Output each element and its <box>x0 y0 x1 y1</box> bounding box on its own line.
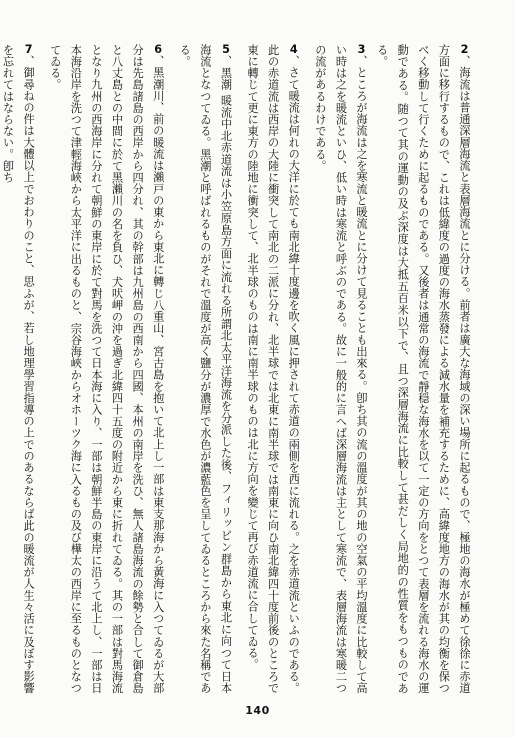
section-text: 、ところが海流は之を寒流と暖流とに分けて見ることも出來る。卽ち其の流の溫度が其の地の空氣の平均溫度に比較して高い時は之を暖流といひ、低い時は寒流と呼ぶのである。故に一般的に言へば深層海流は主として寒流で、表層海流は寒暖二つの流があるわけである。 <box>313 44 369 694</box>
section-7 <box>0 44 38 694</box>
vertical-text-body <box>1 44 474 694</box>
section-text: 、海流は普通深層海流と表層海流とに分ける。前者は廣大な海域の深い場所に起るもので、極地の海水が極めて徐徐に赤道方面に移行するもので、これは低緯度の過度の海水蒸發による減水量を補充するために、高緯度地方の海水が其の均衡を保つべく移動して行くために起るものである。又後者は通常の海流で靜穏な海水を以て一定の方向をとつて表層を流れる海水の運動である。随つて其の運動の及ぶ深度は大抵五百米以下で、且つ深層海流に比較して甚だしく局地的の性質をもつものである。 <box>375 44 471 694</box>
section-number: 5 <box>222 44 230 56</box>
section-number: 4 <box>289 44 298 56</box>
section-text: 、御尋ねの件は大體以上でおわりのこと、思ふが、若し地理學習指導の上でのあるならば此の暖流が人生々活に及ぼす影響を忘れてはならない。卽ち <box>1 44 36 694</box>
section-text: 、さて暖流は何れの大洋に於ても南北緯十度邊を吹く風に押されて赤道の兩側を西に流れる。之を赤道流といふのである。此の赤道流は西岸の大陸に衝突して南北の二派に分れ、北半球では北東に南半球では南東に向ひ南北緯四十度前後のところで東に轉じて更に東方の陸地に衝突して、北半球のものは南に南半球のものは北に方向を變じて再び赤道流に合してゐる。 <box>246 44 301 694</box>
section-number: 6 <box>154 44 163 56</box>
section-4 <box>241 44 303 694</box>
section-number: 7 <box>24 44 33 56</box>
section-text: 、黑潮 暖流中北赤道流は小笠原島方面に流れる所謂北太平洋海流を分派した後、フィリッピン群島から東北に向つて日本海流となつてゐる。黑潮と呼ばれるものがそれで溫度が高く鹽分が濃厚で水色が濃藍色を呈してゐるところから來た名稱である。 <box>178 44 233 694</box>
section-number: 3 <box>357 44 366 56</box>
section-6 <box>44 44 168 694</box>
section-5 <box>174 44 236 694</box>
section-text: 、黑潮川、前の暖流は瀨戸の東から東北に轉じ八重山、宮古島を抱いて北上し一部は東支那海から黃海に入つてゐるが大部分は先島諸島の西岸から四分れ、其の幹部は九州島の西南から四國、本州の南岸を洗ひ、無人諸島海流の餘勢と合して御倉島と八丈島との中間に於て黑瀨川の名を負ひ、犬吠岬の沖を過ぎ北緯四十五度の附近から東に折れてゐる。其の一部は對馬海流となり九州の西海岸に分れて朝鮮の東岸に於て對馬を洗つて日本海に入り、一部は朝鮮半島の東岸に沿うて北上し、一部は日本海沿岸を洗つて津輕海峽から太平洋に出るものと、宗谷海峽からオホーツク海に入るもの及び樺太の西岸に至るものとなつてゐる。 <box>48 44 165 694</box>
section-3 <box>309 44 371 694</box>
section-number: 2 <box>460 44 469 56</box>
page-number: 140 <box>245 704 270 717</box>
section-2 <box>371 44 474 694</box>
